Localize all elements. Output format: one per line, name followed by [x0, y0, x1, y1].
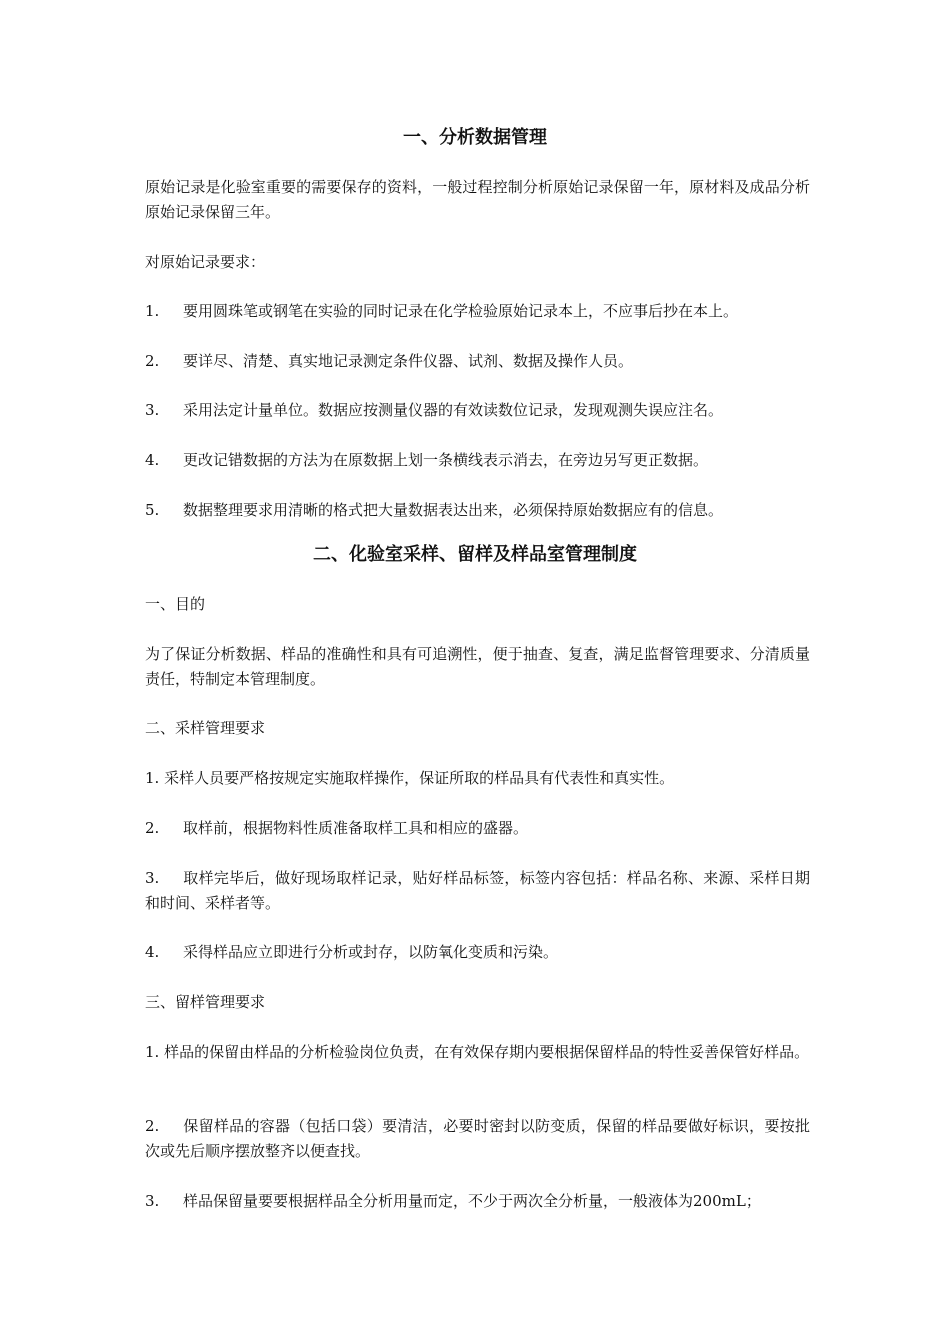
list-item-number: 2.: [145, 1117, 160, 1135]
list-item-text: 样品的保留由样品的分析检验岗位负责，在有效保存期内要根据保留样品的特性妥善保管好样品。: [164, 1043, 810, 1061]
list-item-text: 样品保留量要要根据样品全分析用量而定，不少于两次全分析量，一般液体为200mL；: [183, 1192, 761, 1210]
list-item-number: 1.: [145, 1043, 160, 1061]
list-item-number: 4.: [145, 943, 160, 961]
section1-intro: 原始记录是化验室重要的需要保存的资料，一般过程控制分析原始记录保留一年，原材料及成品分析原始记录保留三年。: [145, 178, 810, 221]
section2-title: 二、化验室采样、留样及样品室管理制度: [313, 544, 637, 565]
list-item: [145, 1189, 810, 1214]
purpose-heading: 一、目的: [145, 595, 206, 613]
list-item-number: 2.: [145, 352, 160, 370]
section1-title: 一、分析数据管理: [403, 127, 547, 148]
purpose-text: 为了保证分析数据、样品的准确性和具有可追溯性，便于抽查、复查，满足监督管理要求、分清质量责任，特制定本管理制度。: [145, 645, 810, 688]
list-item-text: 采用法定计量单位。数据应按测量仪器的有效读数位记录，发现观测失误应注名。: [183, 401, 724, 419]
list-item: [145, 866, 810, 916]
list-item: [145, 498, 810, 523]
list-item-text: 要详尽、清楚、真实地记录测定条件仪器、试剂、数据及操作人员。: [183, 352, 634, 370]
list-item-text: 要用圆珠笔或钢笔在实验的同时记录在化学检验原始记录本上，不应事后抄在本上。: [183, 302, 739, 320]
list-item-number: 3.: [145, 1192, 160, 1210]
list-item-number: 2.: [145, 819, 160, 837]
list-item-text: 取样前，根据物料性质准备取样工具和相应的盛器。: [183, 819, 529, 837]
list-item-text: 更改记错数据的方法为在原数据上划一条横线表示消去，在旁边另写更正数据。: [183, 451, 709, 469]
list-item-number: 4.: [145, 451, 160, 469]
list-item-number: 1.: [145, 769, 160, 787]
list-item-number: 5.: [145, 501, 160, 519]
list-item-number: 3.: [145, 401, 160, 419]
list-item: [145, 766, 810, 791]
list-item-number: 1.: [145, 302, 160, 320]
list-item-text: 保留样品的容器（包括口袋）要清洁，必要时密封以防变质，保留的样品要做好标识，要按批次或先后顺序摆放整齐以便查找。: [145, 1117, 810, 1160]
list-item: [145, 349, 810, 374]
section1-req-label: 对原始记录要求：: [145, 253, 266, 271]
list-item: [145, 448, 810, 473]
list-item: [145, 398, 810, 423]
list-item: [145, 299, 810, 324]
list-item-text: 采得样品应立即进行分析或封存，以防氧化变质和污染。: [183, 943, 559, 961]
retention-heading: 三、留样管理要求: [145, 993, 266, 1011]
list-item-text: 取样完毕后，做好现场取样记录，贴好样品标签，标签内容包括：样品名称、来源、采样日期和时间、采样者等。: [145, 869, 810, 912]
list-item-text: 采样人员要严格按规定实施取样操作，保证所取的样品具有代表性和真实性。: [164, 769, 675, 787]
list-item: [145, 940, 810, 965]
list-item: [145, 1040, 810, 1065]
sampling-heading: 二、采样管理要求: [145, 719, 266, 737]
list-item-text: 数据整理要求用清晰的格式把大量数据表达出来，必须保持原始数据应有的信息。: [183, 501, 724, 519]
list-item-number: 3.: [145, 869, 160, 887]
list-item: [145, 1114, 810, 1164]
list-item: [145, 816, 810, 841]
